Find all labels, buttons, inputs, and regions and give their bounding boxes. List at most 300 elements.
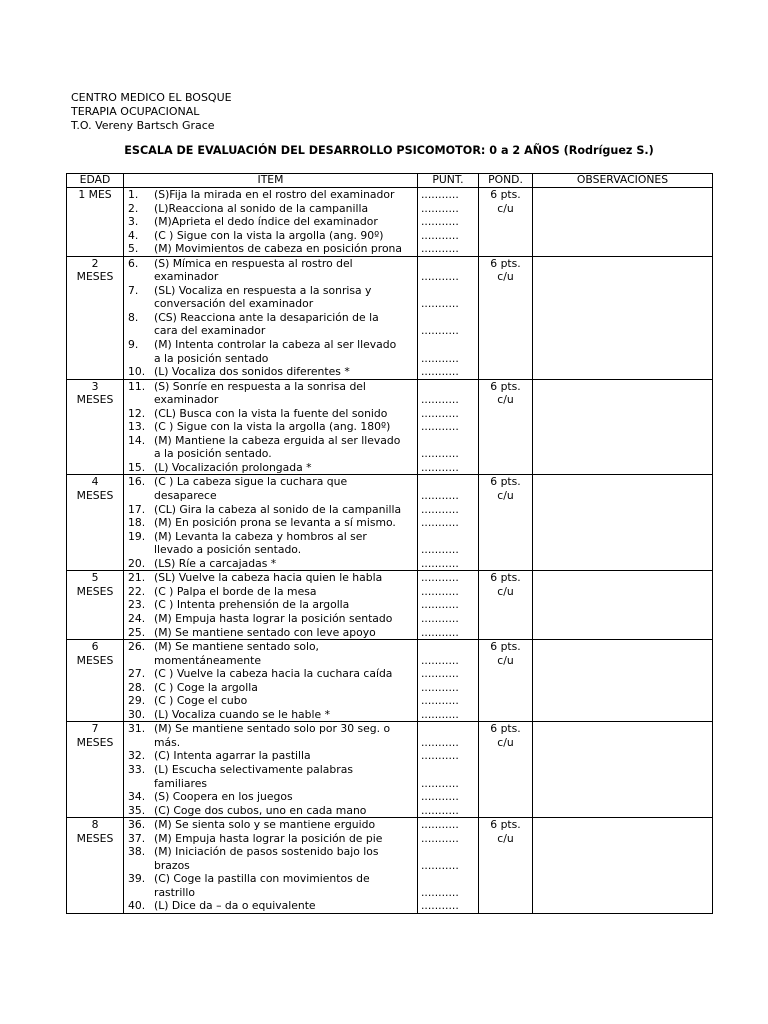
- score-blank: ...........: [421, 489, 459, 503]
- list-item: [128, 461, 417, 475]
- item-line: (M) Iniciación de pasos sostenido bajo los: [154, 845, 379, 859]
- list-item: [128, 694, 417, 708]
- item-line: (SL) Vuelve la cabeza hacia quien le habla: [154, 571, 383, 585]
- age-label: 2: [91, 256, 99, 270]
- item-text: [154, 229, 417, 243]
- item-line: (C ) Sigue con la vista la argolla (ang. 180º): [154, 420, 391, 434]
- list-item: [128, 763, 417, 790]
- item-line: examinador: [154, 393, 219, 407]
- item-text: [154, 257, 417, 284]
- score-blank: ...........: [421, 188, 459, 201]
- item-number: 38.: [128, 845, 146, 859]
- clinic-header: [71, 91, 232, 133]
- age-label: MESES: [76, 831, 114, 845]
- item-line: (L)Reacciona al sonido de la campanilla: [154, 201, 369, 215]
- item-number: 36.: [128, 818, 146, 832]
- score-cell: [418, 640, 479, 722]
- item-number: 27.: [128, 667, 146, 681]
- score-blank: ...........: [421, 351, 459, 365]
- list-item: [128, 188, 417, 202]
- age-label: MESES: [76, 735, 114, 749]
- item-text: [154, 694, 417, 708]
- weight-label: 6 pts.: [490, 571, 521, 585]
- item-line: a la posición sentado: [154, 351, 269, 365]
- observations-cell: [533, 188, 713, 257]
- weight-label: c/u: [497, 735, 514, 749]
- age-cell: [67, 640, 124, 722]
- list-item: [128, 516, 417, 530]
- item-line: (M) Empuja hasta lograr la posición sentado: [154, 611, 393, 625]
- score-blank: ...........: [421, 516, 459, 530]
- score-spacer: [421, 640, 478, 654]
- weight-cell: [479, 818, 533, 914]
- score-blank: ...........: [421, 707, 459, 721]
- clinic-name: CENTRO MEDICO EL BOSQUE: [71, 91, 232, 104]
- item-line: (M)Aprieta el dedo índice del examinador: [154, 215, 378, 229]
- score-blank: ...........: [421, 803, 459, 817]
- item-text: [154, 763, 417, 790]
- age-label: 7: [91, 722, 99, 736]
- list-item: [128, 899, 417, 913]
- items-cell: [124, 475, 418, 571]
- item-line: (M) Se mantiene sentado solo,: [154, 640, 319, 654]
- score-blank: ...........: [421, 611, 459, 625]
- weight-label: 6 pts.: [490, 475, 521, 489]
- item-text: [154, 434, 417, 461]
- item-number: 4.: [128, 228, 139, 242]
- weight-cell: [479, 379, 533, 475]
- item-number: 13.: [128, 420, 146, 434]
- score-spacer: [421, 845, 478, 859]
- item-line: (CL) Gira la cabeza al sonido de la campanilla: [154, 502, 402, 516]
- age-label: 3: [91, 379, 99, 393]
- item-line: (M) Intenta controlar la cabeza al ser llevado: [154, 338, 397, 352]
- age-label: 6: [91, 640, 99, 654]
- item-number: 33.: [128, 762, 146, 776]
- item-number: 32.: [128, 749, 146, 763]
- weight-cell: [479, 722, 533, 818]
- list-item: [128, 832, 417, 846]
- items-cell: [124, 818, 418, 914]
- item-line: examinador: [154, 270, 219, 284]
- score-spacer: [421, 530, 478, 544]
- score-blank: ...........: [421, 653, 459, 667]
- list-item: [128, 804, 417, 818]
- item-text: [154, 530, 417, 557]
- table-row: [67, 256, 713, 379]
- list-item: [128, 311, 417, 338]
- item-text: [154, 681, 417, 695]
- list-item: [128, 557, 417, 571]
- item-text: [154, 612, 417, 626]
- list-item: [128, 626, 417, 640]
- table-row: [67, 475, 713, 571]
- score-spacer: [421, 284, 478, 298]
- weight-cell: [479, 188, 533, 257]
- score-blank: ...........: [421, 680, 459, 694]
- score-spacer: [421, 380, 478, 394]
- item-line: (CL) Busca con la vista la fuente del sonido: [154, 406, 388, 420]
- table-header-row: [67, 174, 713, 188]
- item-number: 25.: [128, 625, 146, 639]
- item-number: 6.: [128, 256, 139, 270]
- item-number: 17.: [128, 502, 146, 516]
- weight-label: c/u: [497, 653, 514, 667]
- item-text: [154, 338, 417, 365]
- item-number: 1.: [128, 188, 139, 201]
- list-item: [128, 708, 417, 722]
- list-item: [128, 640, 417, 667]
- header-punt: PUNT.: [418, 174, 479, 188]
- list-item: [128, 257, 417, 284]
- item-text: [154, 420, 417, 434]
- item-number: 2.: [128, 201, 139, 215]
- list-item: [128, 284, 417, 311]
- weight-label: 6 pts.: [490, 256, 521, 270]
- item-line: (LS) Ríe a carcajadas *: [154, 556, 277, 570]
- item-text: [154, 461, 417, 475]
- list-item: [128, 667, 417, 681]
- item-line: (S) Sonríe en respuesta a la sonrisa del: [154, 379, 366, 393]
- item-number: 19.: [128, 529, 146, 543]
- item-line: (M) Se sienta solo y se mantiene erguido: [154, 818, 376, 832]
- score-cell: [418, 379, 479, 475]
- list-item: [128, 530, 417, 557]
- item-line: (M) Movimientos de cabeza en posición prona: [154, 242, 403, 256]
- score-blank: ...........: [421, 543, 459, 557]
- item-line: más.: [154, 735, 181, 749]
- weight-cell: [479, 256, 533, 379]
- score-spacer: [421, 475, 478, 489]
- item-text: [154, 202, 417, 216]
- item-text: [154, 722, 417, 749]
- item-number: 26.: [128, 640, 146, 654]
- weight-label: 6 pts.: [490, 722, 521, 736]
- score-spacer: [421, 434, 478, 448]
- item-text: [154, 311, 417, 338]
- table-row: [67, 379, 713, 475]
- item-number: 28.: [128, 680, 146, 694]
- score-blank: ...........: [421, 818, 459, 832]
- score-blank: ...........: [421, 502, 459, 516]
- score-blank: ...........: [421, 215, 459, 229]
- score-cell: [418, 818, 479, 914]
- item-line: a la posición sentado.: [154, 447, 272, 461]
- item-line: (L) Dice da – da o equivalente: [154, 899, 316, 913]
- weight-label: c/u: [497, 201, 514, 215]
- score-blank: ...........: [421, 406, 459, 420]
- item-line: momentáneamente: [154, 653, 261, 667]
- item-number: 20.: [128, 556, 146, 570]
- item-line: familiares: [154, 776, 208, 790]
- score-blank: ...........: [421, 735, 459, 749]
- weight-label: 6 pts.: [490, 188, 521, 201]
- item-line: (C ) La cabeza sigue la cuchara que: [154, 475, 348, 489]
- item-text: [154, 790, 417, 804]
- list-item: [128, 420, 417, 434]
- item-line: (M) Se mantiene sentado solo por 30 seg. o: [154, 722, 391, 736]
- item-line: (C) Coge dos cubos, uno en cada mano: [154, 803, 367, 817]
- observations-cell: [533, 256, 713, 379]
- age-label: 8: [91, 818, 99, 832]
- score-spacer: [421, 338, 478, 352]
- score-blank: ...........: [421, 270, 459, 284]
- item-text: [154, 872, 417, 899]
- table-row: [67, 188, 713, 257]
- score-blank: ...........: [421, 201, 459, 215]
- age-label: MESES: [76, 584, 114, 598]
- item-line: conversación del examinador: [154, 297, 314, 311]
- age-label: MESES: [76, 393, 114, 407]
- age-label: 4: [91, 475, 99, 489]
- weight-label: 6 pts.: [490, 379, 521, 393]
- item-number: 24.: [128, 611, 146, 625]
- list-item: [128, 215, 417, 229]
- age-cell: [67, 188, 124, 257]
- item-number: 3.: [128, 215, 139, 229]
- score-cell: [418, 256, 479, 379]
- weight-cell: [479, 571, 533, 640]
- weight-label: c/u: [497, 831, 514, 845]
- item-line: (C ) Coge el cubo: [154, 694, 248, 708]
- score-blank: ...........: [421, 790, 459, 804]
- age-label: MESES: [76, 270, 114, 284]
- item-text: [154, 365, 417, 379]
- observations-cell: [533, 571, 713, 640]
- item-number: 22.: [128, 584, 146, 598]
- header-item: ITEM: [124, 174, 418, 188]
- item-text: [154, 557, 417, 571]
- item-number: 35.: [128, 803, 146, 817]
- item-number: 29.: [128, 694, 146, 708]
- score-spacer: [421, 872, 478, 886]
- score-blank: ...........: [421, 831, 459, 845]
- header-observaciones: OBSERVACIONES: [533, 174, 713, 188]
- item-number: 15.: [128, 460, 146, 474]
- age-cell: [67, 475, 124, 571]
- item-line: (C) Coge la pastilla con movimientos de: [154, 872, 370, 886]
- age-cell: [67, 379, 124, 475]
- item-text: [154, 804, 417, 818]
- weight-label: 6 pts.: [490, 818, 521, 832]
- score-cell: [418, 188, 479, 257]
- age-label: 5: [91, 571, 99, 585]
- list-item: [128, 503, 417, 517]
- list-item: [128, 365, 417, 379]
- item-text: [154, 640, 417, 667]
- item-text: [154, 899, 417, 913]
- age-label: MESES: [76, 489, 114, 503]
- item-text: [154, 845, 417, 872]
- list-item: [128, 338, 417, 365]
- department-name: TERAPIA OCUPACIONAL: [71, 105, 200, 118]
- item-number: 34.: [128, 790, 146, 804]
- observations-cell: [533, 379, 713, 475]
- score-blank: ...........: [421, 598, 459, 612]
- item-text: [154, 380, 417, 407]
- score-blank: ...........: [421, 365, 459, 379]
- therapist-name: T.O. Vereny Bartsch Grace: [71, 119, 215, 132]
- observations-cell: [533, 722, 713, 818]
- score-spacer: [421, 722, 478, 736]
- item-line: (S)Fija la mirada en el rostro del examinador: [154, 188, 395, 201]
- score-blank: ...........: [421, 667, 459, 681]
- score-blank: ...........: [421, 625, 459, 639]
- item-number: 30.: [128, 707, 146, 721]
- item-text: [154, 598, 417, 612]
- item-number: 16.: [128, 475, 146, 489]
- observations-cell: [533, 640, 713, 722]
- item-line: brazos: [154, 858, 190, 872]
- item-number: 7.: [128, 283, 139, 297]
- item-text: [154, 215, 417, 229]
- item-number: 9.: [128, 338, 139, 352]
- table-row: [67, 640, 713, 722]
- item-line: (C ) Palpa el borde de la mesa: [154, 584, 317, 598]
- age-cell: [67, 722, 124, 818]
- score-cell: [418, 571, 479, 640]
- score-blank: ...........: [421, 571, 459, 585]
- weight-label: c/u: [497, 270, 514, 284]
- weight-label: 6 pts.: [490, 640, 521, 654]
- item-number: 11.: [128, 379, 146, 393]
- list-item: [128, 598, 417, 612]
- item-text: [154, 571, 417, 585]
- score-blank: ...........: [421, 858, 459, 872]
- item-text: [154, 503, 417, 517]
- item-number: 40.: [128, 899, 146, 913]
- score-blank: ...........: [421, 460, 459, 474]
- items-cell: [124, 722, 418, 818]
- score-blank: ...........: [421, 749, 459, 763]
- item-line: (M) Se mantiene sentado con leve apoyo: [154, 625, 376, 639]
- list-item: [128, 434, 417, 461]
- list-item: [128, 818, 417, 832]
- weight-label: c/u: [497, 393, 514, 407]
- score-blank: ...........: [421, 776, 459, 790]
- score-spacer: [421, 311, 478, 325]
- list-item: [128, 585, 417, 599]
- item-number: 21.: [128, 571, 146, 585]
- item-number: 31.: [128, 722, 146, 736]
- table-row: [67, 571, 713, 640]
- item-text: [154, 475, 417, 502]
- score-blank: ...........: [421, 899, 459, 913]
- item-line: desaparece: [154, 489, 217, 503]
- list-item: [128, 380, 417, 407]
- item-text: [154, 407, 417, 421]
- list-item: [128, 845, 417, 872]
- weight-label: c/u: [497, 489, 514, 503]
- document-title: ESCALA DE EVALUACIÓN DEL DESARROLLO PSICOMOTOR: 0 a 2 AÑOS (Rodríguez S.): [124, 144, 654, 157]
- item-line: rastrillo: [154, 885, 195, 899]
- age-label: 1 MES: [78, 188, 112, 201]
- item-line: (C ) Intenta prehensión de la argolla: [154, 598, 350, 612]
- item-text: [154, 284, 417, 311]
- score-blank: ...........: [421, 556, 459, 570]
- item-number: 12.: [128, 406, 146, 420]
- items-cell: [124, 640, 418, 722]
- item-line: (M) Mantiene la cabeza erguida al ser llevado: [154, 433, 401, 447]
- item-text: [154, 626, 417, 640]
- score-blank: ...........: [421, 584, 459, 598]
- items-cell: [124, 188, 418, 257]
- item-number: 18.: [128, 516, 146, 530]
- table-row: [67, 722, 713, 818]
- list-item: [128, 229, 417, 243]
- item-number: 8.: [128, 310, 139, 324]
- item-line: (L) Vocaliza dos sonidos diferentes *: [154, 365, 350, 379]
- evaluation-table: [66, 173, 713, 914]
- list-item: [128, 872, 417, 899]
- age-cell: [67, 571, 124, 640]
- weight-cell: [479, 640, 533, 722]
- score-blank: ...........: [421, 393, 459, 407]
- item-line: (L) Vocalización prolongada *: [154, 460, 312, 474]
- item-text: [154, 585, 417, 599]
- item-text: [154, 832, 417, 846]
- item-line: llevado a posición sentado.: [154, 543, 302, 557]
- header-edad: EDAD: [67, 174, 124, 188]
- list-item: [128, 612, 417, 626]
- list-item: [128, 790, 417, 804]
- score-blank: ...........: [421, 420, 459, 434]
- item-text: [154, 516, 417, 530]
- score-blank: ...........: [421, 297, 459, 311]
- item-line: cara del examinador: [154, 324, 266, 338]
- score-blank: ...........: [421, 694, 459, 708]
- item-line: (C ) Coge la argolla: [154, 680, 258, 694]
- score-blank: ...........: [421, 324, 459, 338]
- list-item: [128, 722, 417, 749]
- item-line: (CS) Reacciona ante la desaparición de la: [154, 310, 379, 324]
- items-cell: [124, 571, 418, 640]
- list-item: [128, 242, 417, 256]
- items-cell: [124, 379, 418, 475]
- header-pond: POND.: [479, 174, 533, 188]
- item-line: (SL) Vocaliza en respuesta a la sonrisa y: [154, 283, 372, 297]
- score-blank: ...........: [421, 447, 459, 461]
- item-number: 23.: [128, 598, 146, 612]
- list-item: [128, 571, 417, 585]
- item-line: (L) Escucha selectivamente palabras: [154, 762, 353, 776]
- item-number: 5.: [128, 242, 139, 256]
- score-blank: ...........: [421, 885, 459, 899]
- table-row: [67, 818, 713, 914]
- item-text: [154, 708, 417, 722]
- age-cell: [67, 256, 124, 379]
- observations-cell: [533, 818, 713, 914]
- item-line: (M) Empuja hasta lograr la posición de pie: [154, 831, 383, 845]
- score-cell: [418, 475, 479, 571]
- item-text: [154, 667, 417, 681]
- item-text: [154, 818, 417, 832]
- items-cell: [124, 256, 418, 379]
- age-label: MESES: [76, 653, 114, 667]
- list-item: [128, 749, 417, 763]
- score-blank: ...........: [421, 242, 459, 256]
- score-cell: [418, 722, 479, 818]
- item-line: (C) Intenta agarrar la pastilla: [154, 749, 311, 763]
- weight-cell: [479, 475, 533, 571]
- item-line: (L) Vocaliza cuando se le hable *: [154, 707, 330, 721]
- item-line: (M) Levanta la cabeza y hombros al ser: [154, 529, 367, 543]
- item-line: (S) Mímica en respuesta al rostro del: [154, 256, 353, 270]
- item-line: (S) Coopera en los juegos: [154, 790, 293, 804]
- item-text: [154, 749, 417, 763]
- score-blank: ...........: [421, 228, 459, 242]
- list-item: [128, 202, 417, 216]
